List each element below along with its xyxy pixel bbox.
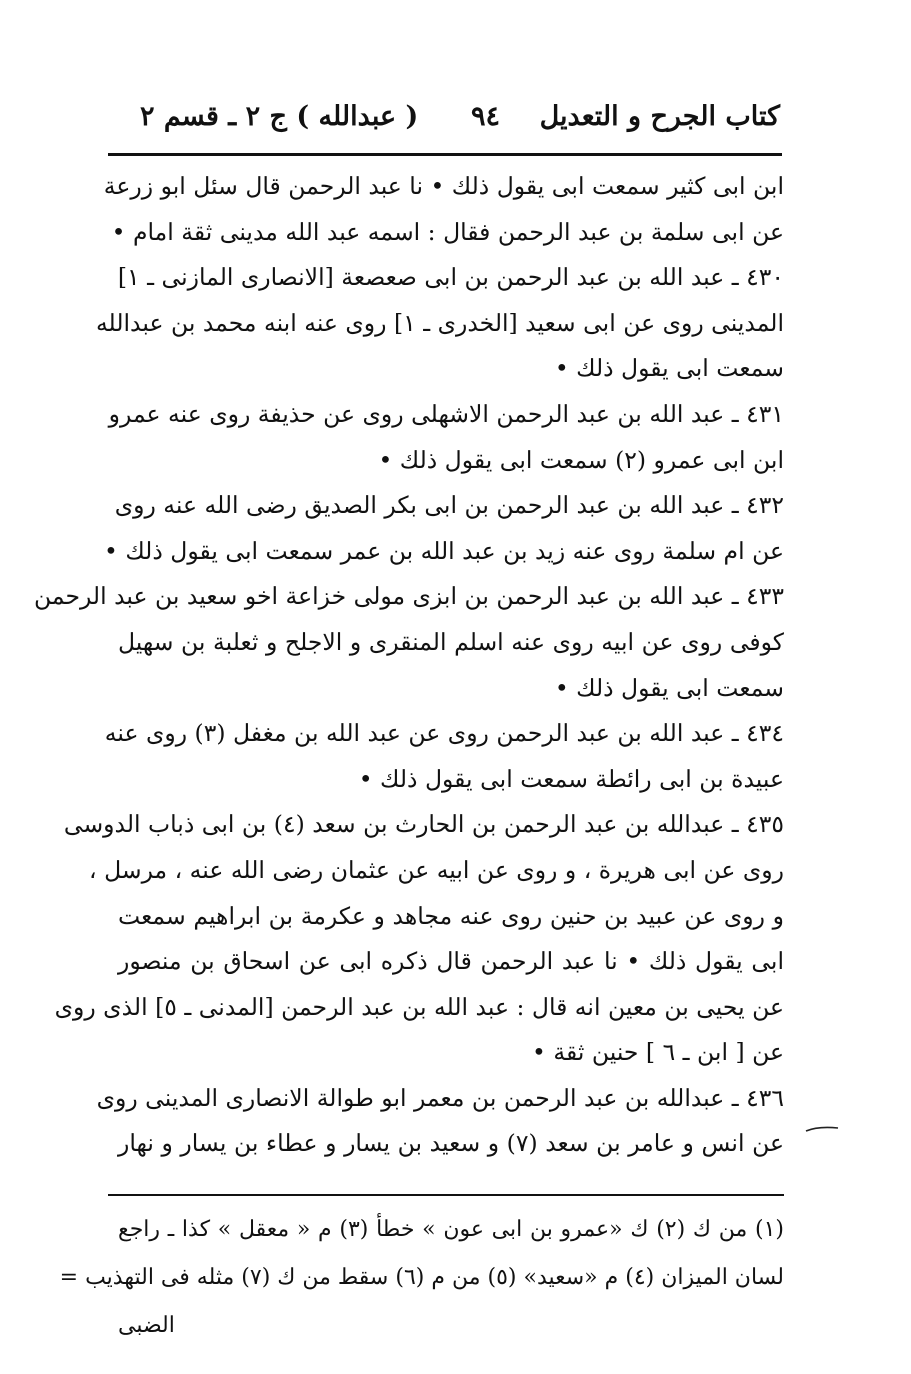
footnote-continuation: الضبى	[118, 1313, 175, 1338]
text-line: سمعت ابى يقول ذلك •	[554, 673, 784, 702]
text-line: روى عن ابى هريرة ، و روى عن ابيه عن عثمان رضى الله عنه ، مرسل ،	[89, 855, 784, 884]
text-line: عن [ ابن ـ ٦ ] حنين ثقة •	[532, 1038, 784, 1067]
text-line: المدينى روى عن ابى سعيد [الخدرى ـ ١] روى عنه ابنه محمد بن عبدالله	[95, 308, 784, 337]
entry-431: ٤٣١ ـ عبد الله بن عبد الرحمن الاشهلى روى عن حذيفة روى عنه عمرو	[108, 399, 784, 428]
text-line: عبيدة بن ابى رائطة سمعت ابى يقول ذلك •	[358, 764, 784, 793]
footnote-line: لسان الميزان (٤) م «سعيد» (٥) من م (٦) سقط من ك (٧) مثله فى التهذيب =	[59, 1265, 784, 1290]
footnote-rule	[108, 1194, 784, 1196]
page-header	[112, 92, 780, 142]
text-line: عن انس و عامر بن سعد (٧) و سعيد بن يسار و عطاء بن يسار و نهار	[118, 1129, 784, 1158]
text-line: ابن ابى عمرو (٢) سمعت ابى يقول ذلك •	[378, 445, 784, 474]
book-title: كتاب الجرح و التعديل	[539, 101, 780, 132]
margin-pen-mark	[804, 1124, 840, 1134]
entry-432: ٤٣٢ ـ عبد الله بن عبد الرحمن بن ابى بكر الصديق رضى الله عنه روى	[114, 491, 784, 520]
text-line: ابى يقول ذلك • نا عبد الرحمن قال ذكره ابى عن اسحاق بن منصور	[118, 947, 784, 976]
header-rule	[108, 153, 782, 156]
footnote-line: (١) من ك (٢) ك «عمرو بن ابى عون » خطأ (٣) م « معقل » كذا ـ راجع	[118, 1217, 785, 1242]
entry-436: ٤٣٦ ـ عبدالله بن عبد الرحمن بن معمر ابو طوالة الانصارى المدينى روى	[96, 1083, 784, 1112]
entry-433: ٤٣٣ ـ عبد الله بن عبد الرحمن بن ابزى مولى خزاعة اخو سعيد بن عبد الرحمن	[33, 582, 784, 611]
footnotes	[59, 1206, 785, 1350]
text-line: عن ابى سلمة بن عبد الرحمن فقال : اسمه عبد الله مدينى ثقة امام •	[111, 217, 784, 246]
text-line: عن يحيى بن معين انه قال : عبد الله بن عبد الرحمن [المدنى ـ ٥] الذى روى	[54, 992, 784, 1021]
entry-430: ٤٣٠ ـ عبد الله بن عبد الرحمن بن ابى صعصعة [الانصارى المازنى ـ ١]	[117, 263, 784, 292]
text-line: عن ام سلمة روى عنه زيد بن عبد الله بن عمر سمعت ابى يقول ذلك •	[104, 536, 784, 565]
section-label: ( عبدالله ) ج ٢ ـ قسم ٢	[140, 101, 419, 132]
entry-434: ٤٣٤ ـ عبد الله بن عبد الرحمن روى عن عبد الله بن مغفل (٣) روى عنه	[104, 719, 784, 748]
text-line: سمعت ابى يقول ذلك •	[554, 354, 784, 383]
text-line: كوفى روى عن ابيه روى عنه اسلم المنقرى و الاجلح و ثعلبة بن سهيل	[118, 627, 784, 656]
main-text	[33, 164, 784, 1167]
text-line: و روى عن عبيد بن حنين روى عنه مجاهد و عكرمة بن ابراهيم سمعت	[118, 901, 784, 930]
page-number: ٩٤	[470, 101, 500, 132]
entry-435: ٤٣٥ ـ عبدالله بن عبد الرحمن بن الحارث بن سعد (٤) بن ابى ذباب الدوسى	[63, 810, 784, 839]
text-line: ابن ابى كثير سمعت ابى يقول ذلك • نا عبد الرحمن قال سئل ابو زرعة	[103, 172, 784, 200]
